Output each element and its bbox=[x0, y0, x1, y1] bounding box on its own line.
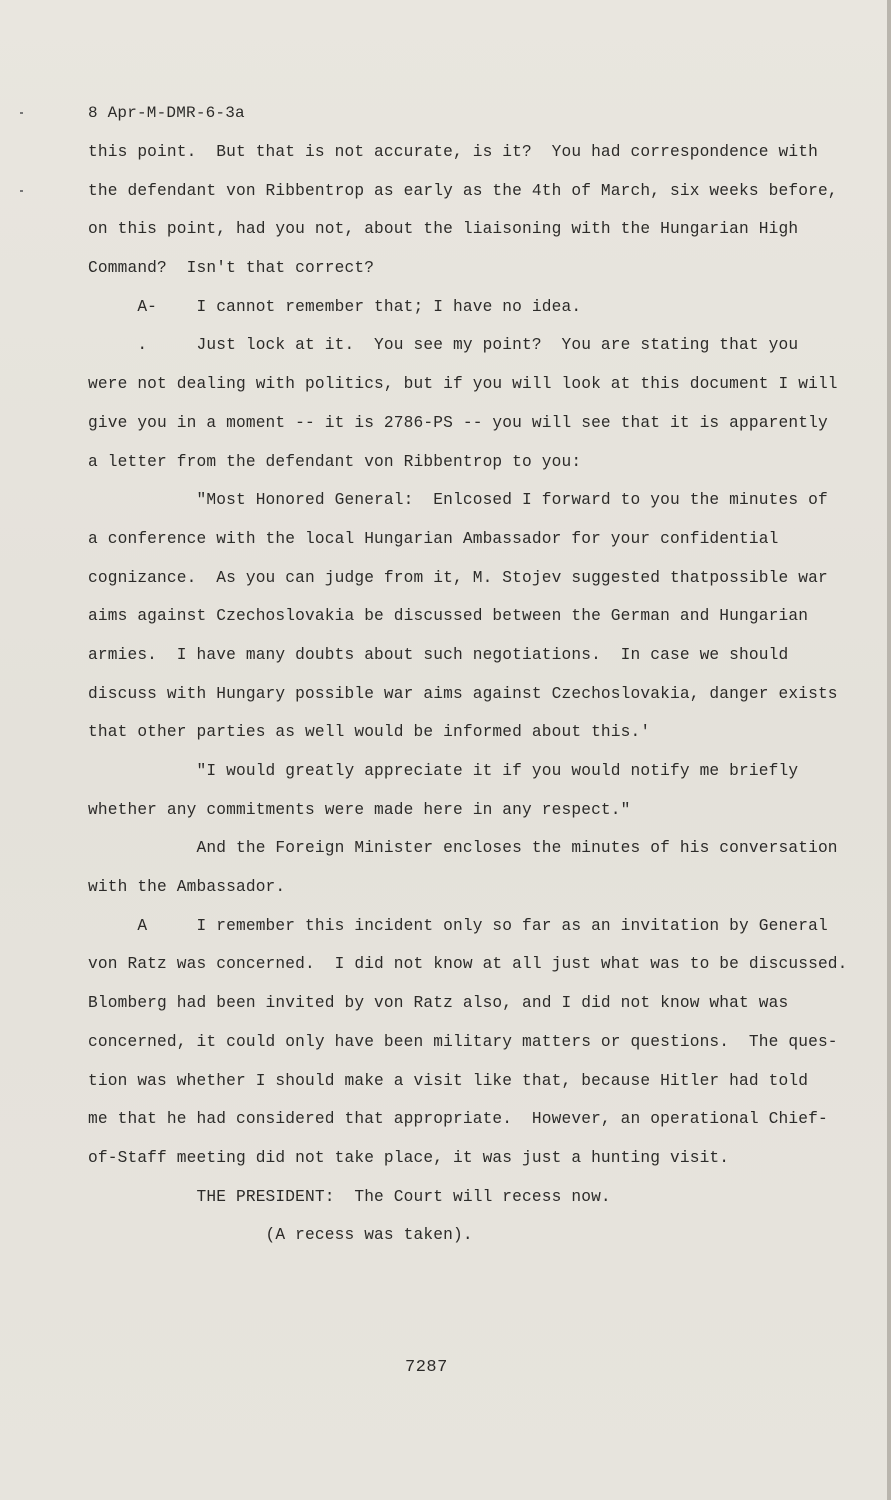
transcript-line: aims against Czechoslovakia be discussed between the German and Hungarian bbox=[88, 607, 809, 626]
transcript-line: And the Foreign Minister encloses the minutes of his conversation bbox=[88, 839, 838, 858]
transcript-line: with the Ambassador. bbox=[88, 878, 286, 897]
transcript-line: were not dealing with politics, but if you will look at this document I will bbox=[88, 375, 838, 394]
transcript-line: concerned, it could only have been military matters or questions. The ques- bbox=[88, 1032, 838, 1051]
transcript-body bbox=[88, 140, 848, 1262]
transcript-line: that other parties as well would be informed about this.' bbox=[88, 723, 651, 742]
transcript-line: Command? Isn't that correct? bbox=[88, 259, 375, 278]
transcript-line: me that he had considered that appropriate. However, an operational Chief- bbox=[88, 1110, 828, 1129]
transcript-line: Blomberg had been invited by von Ratz also, and I did not know what was bbox=[88, 994, 789, 1013]
margin-mark bbox=[20, 112, 23, 114]
transcript-line: cognizance. As you can judge from it, M. Stojev suggested thatpossible war bbox=[88, 568, 828, 587]
transcript-line: THE PRESIDENT: The Court will recess now. bbox=[88, 1187, 611, 1206]
transcript-line: . Just lock at it. You see my point? You are stating that you bbox=[88, 336, 799, 355]
document-reference-id: 8 Apr-M-DMR-6-3a bbox=[88, 104, 245, 122]
transcript-line: "Most Honored General: Enlcosed I forward to you the minutes of bbox=[88, 491, 828, 510]
transcript-line: a conference with the local Hungarian Ambassador for your confidential bbox=[88, 529, 779, 548]
transcript-line: give you in a moment -- it is 2786-PS -- you will see that it is apparently bbox=[88, 413, 828, 432]
transcript-line: of-Staff meeting did not take place, it was just a hunting visit. bbox=[88, 1148, 730, 1167]
transcript-line: "I would greatly appreciate it if you would notify me briefly bbox=[88, 762, 799, 780]
margin-mark bbox=[20, 190, 23, 192]
transcript-line: a letter from the defendant von Ribbentrop to you: bbox=[88, 452, 582, 471]
page-edge-shadow bbox=[887, 0, 891, 1500]
transcript-line: discuss with Hungary possible war aims against Czechoslovakia, danger exists bbox=[88, 684, 838, 703]
transcript-line: A I remember this incident only so far as an invitation by General bbox=[88, 916, 828, 935]
transcript-line: whether any commitments were made here in any respect." bbox=[88, 800, 631, 819]
transcript-line: armies. I have many doubts about such negotiations. In case we should bbox=[88, 645, 789, 664]
page-number: 7287 bbox=[405, 1358, 448, 1377]
transcript-line: on this point, had you not, about the liaisoning with the Hungarian High bbox=[88, 220, 799, 239]
transcript-line: the defendant von Ribbentrop as early as the 4th of March, six weeks before, bbox=[88, 181, 838, 200]
transcript-line: this point. But that is not accurate, is it? You had correspondence with bbox=[88, 143, 818, 161]
transcript-line: A- I cannot remember that; I have no idea. bbox=[88, 297, 582, 316]
transcript-line: (A recess was taken). bbox=[88, 1226, 473, 1245]
transcript-line: tion was whether I should make a visit like that, because Hitler had told bbox=[88, 1071, 809, 1090]
transcript-line: von Ratz was concerned. I did not know at all just what was to be discussed. bbox=[88, 955, 848, 974]
